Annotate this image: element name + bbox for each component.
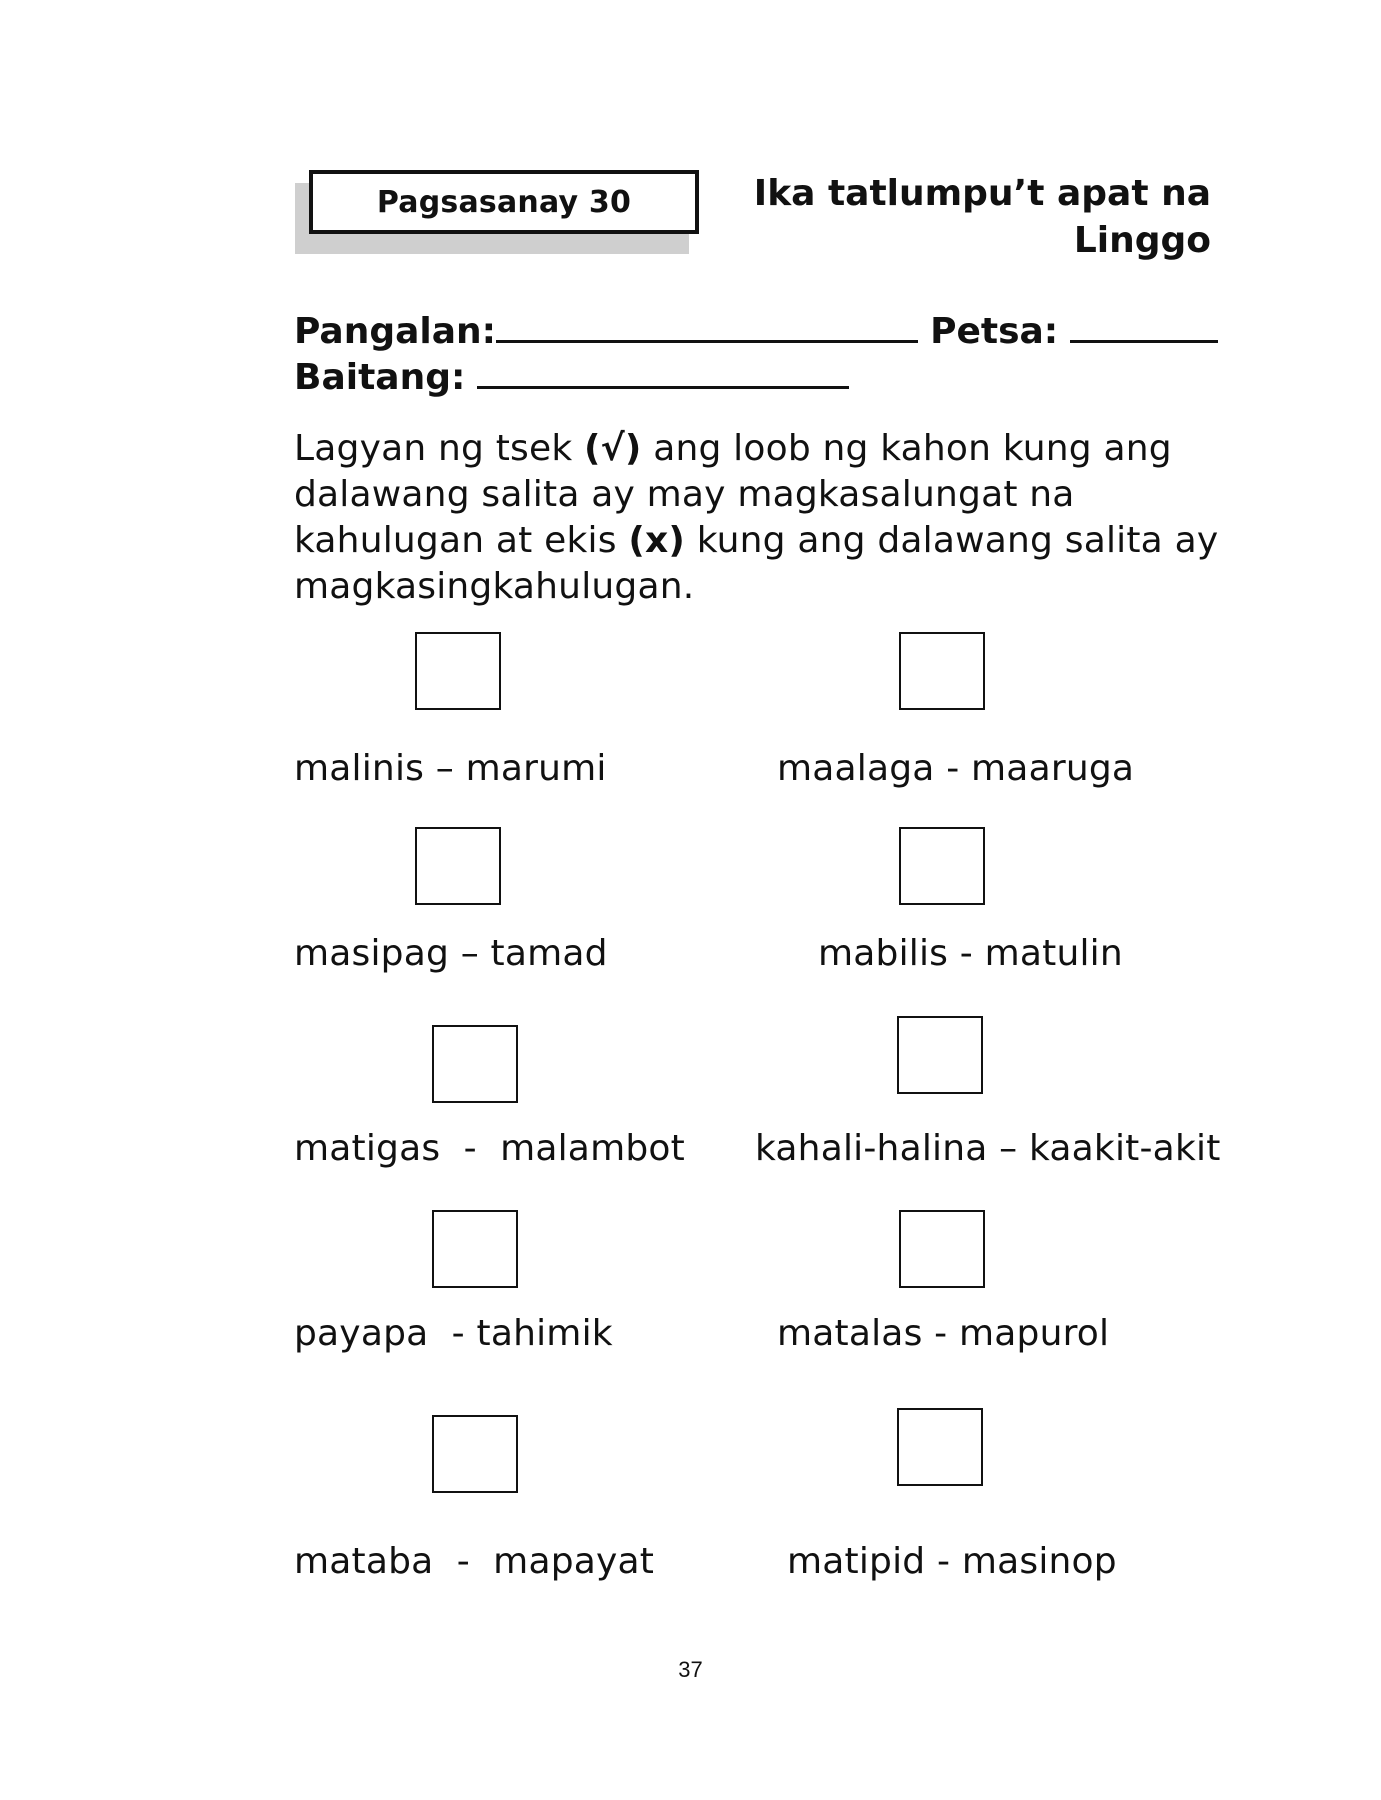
instructions-part-1: Lagyan ng tsek: [294, 428, 585, 469]
answer-box-left-1[interactable]: [415, 632, 501, 710]
answer-box-right-1[interactable]: [899, 632, 985, 710]
answer-box-right-4[interactable]: [899, 1210, 985, 1288]
word-pair-right-3: kahali-halina – kaakit-akit: [755, 1128, 1221, 1169]
answer-box-right-5[interactable]: [897, 1408, 983, 1486]
date-label: Petsa:: [930, 311, 1059, 352]
date-field[interactable]: [1070, 308, 1218, 343]
grade-field[interactable]: [477, 354, 849, 389]
x-symbol: (x): [628, 520, 686, 561]
check-symbol: (√): [584, 428, 642, 469]
grade-label: Baitang:: [294, 357, 466, 398]
word-pair-right-5: matipid - masinop: [787, 1541, 1117, 1582]
name-date-row: [294, 308, 1218, 352]
answer-box-left-4[interactable]: [432, 1210, 518, 1288]
word-pair-right-2: mabilis - matulin: [818, 933, 1123, 974]
word-pair-left-1: malinis – marumi: [294, 748, 607, 789]
answer-box-left-2[interactable]: [415, 827, 501, 905]
word-pair-right-4: matalas - mapurol: [777, 1313, 1110, 1354]
instructions-part-3: kung ang dalawang salita ay magkasingkahulugan.: [294, 520, 1219, 607]
word-pair-left-3: matigas - malambot: [294, 1128, 685, 1169]
name-field[interactable]: [496, 308, 918, 343]
page-number: 37: [678, 1657, 703, 1682]
word-pair-left-5: mataba - mapayat: [294, 1541, 655, 1582]
name-label: Pangalan:: [294, 311, 497, 352]
exercise-label: [309, 170, 699, 234]
word-pair-right-1: maalaga - maaruga: [777, 748, 1135, 789]
word-pair-left-2: masipag – tamad: [294, 933, 608, 974]
week-title: [754, 170, 1211, 264]
answer-box-right-3[interactable]: [897, 1016, 983, 1094]
week-title-line-2: Linggo: [1073, 220, 1211, 261]
instructions-part-2: ang loob ng kahon kung ang dalawang salita ay may magkasalungat na kahulugan at ekis: [294, 428, 1172, 561]
week-title-line-1: Ika tatlumpu’t apat na: [753, 173, 1211, 214]
grade-row: [294, 354, 849, 398]
exercise-label-text: Pagsasanay 30: [376, 184, 632, 220]
answer-box-right-2[interactable]: [899, 827, 985, 905]
answer-box-left-5[interactable]: [432, 1415, 518, 1493]
answer-box-left-3[interactable]: [432, 1025, 518, 1103]
word-pair-left-4: payapa - tahimik: [294, 1313, 613, 1354]
instructions: [294, 426, 1224, 610]
